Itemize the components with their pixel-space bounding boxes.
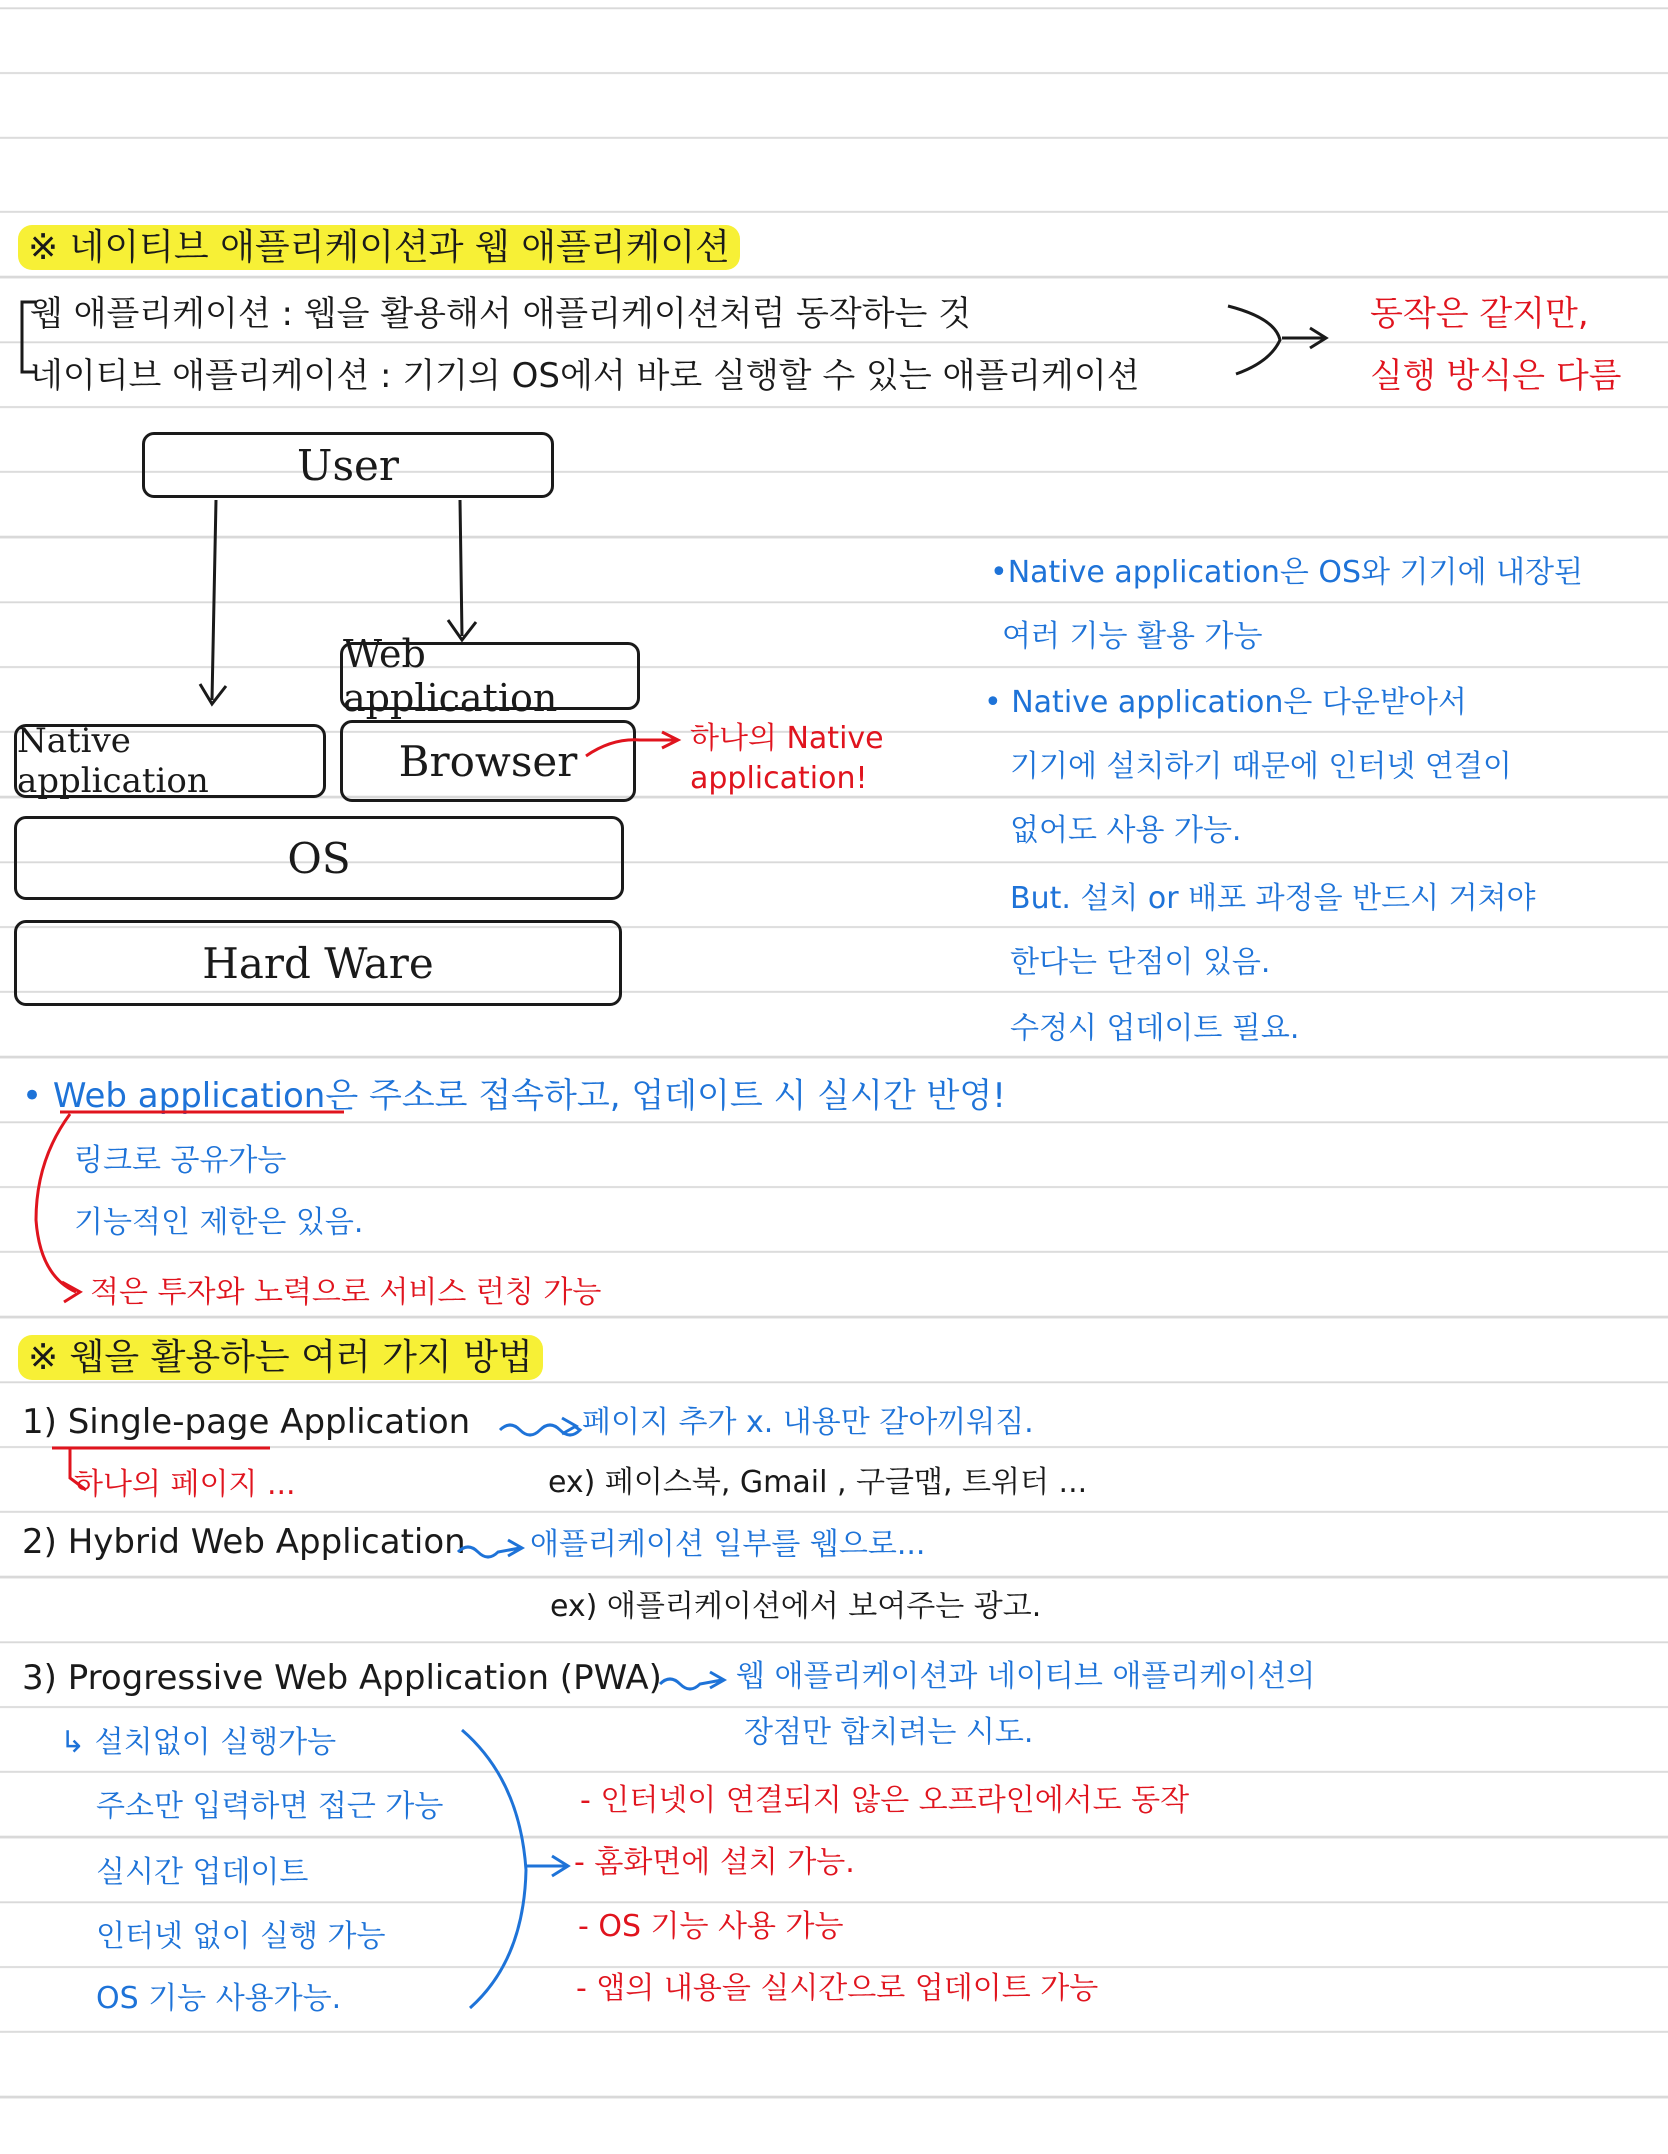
pwa-feature: 실시간 업데이트 [96, 1855, 309, 1890]
pwa-result: - 홈화면에 설치 가능. [574, 1845, 855, 1880]
pwa-description-line1: 웹 애플리케이션과 네이티브 애플리케이션의 [736, 1659, 1316, 1694]
definitions-bracket [22, 302, 36, 372]
spa-title: 1) Single-page Application [22, 1402, 471, 1442]
pwa-feature: ↳ 설치없이 실행가능 [60, 1725, 337, 1760]
arrow-spa-desc [500, 1418, 580, 1435]
spa-description: 페이지 추가 x. 내용만 갈아끼워짐. [582, 1405, 1034, 1440]
pwa-description-line2: 장점만 합치려는 시도. [744, 1715, 1034, 1750]
web-application-label: Web application [343, 632, 558, 720]
native-note-line: •Native application은 OS와 기기에 내장된 [990, 555, 1583, 590]
pwa-feature: 주소만 입력하면 접근 가능 [96, 1789, 444, 1824]
native-note-line: 수정시 업데이트 필요. [1010, 1011, 1300, 1046]
native-note-line: 기기에 설치하기 때문에 인터넷 연결이 [1010, 749, 1512, 784]
browser-note-line2: application! [690, 761, 868, 796]
hybrid-description: 애플리케이션 일부를 웹으로... [530, 1527, 926, 1562]
arrow-user-to-web [448, 500, 476, 640]
pwa-bracket [462, 1730, 526, 2008]
hybrid-example: ex) 애플리케이션에서 보여주는 광고. [550, 1589, 1042, 1624]
heading-highlight: ※ 네이티브 애플리케이션과 웹 애플리케이션 [18, 225, 740, 270]
arrow-pwa-desc [660, 1672, 724, 1689]
compare-arrow [1228, 306, 1326, 374]
web-note-benefit: 적은 투자와 노력으로 서비스 런칭 가능 [90, 1275, 602, 1310]
native-note-line: 없어도 사용 가능. [1010, 813, 1242, 848]
web-note-line1: 링크로 공유가능 [74, 1143, 287, 1178]
arrow-hybrid-desc [458, 1540, 522, 1557]
compare-note-line1: 동작은 같지만, [1370, 294, 1589, 334]
arrow-user-to-native [200, 500, 226, 704]
heading-highlight: ※ 웹을 활용하는 여러 가지 방법 [18, 1335, 543, 1380]
web-note-line2: 기능적인 제한은 있음. [74, 1205, 364, 1240]
arrow-browser-note [586, 732, 678, 756]
pwa-title: 3) Progressive Web Application (PWA) [22, 1658, 662, 1698]
def-web-app: 웹 애플리케이션 : 웹을 활용해서 애플리케이션처럼 동작하는 것 [30, 294, 972, 334]
hardware-label: Hard Ware [202, 938, 434, 988]
os-label: OS [287, 833, 351, 883]
native-note-line: • Native application은 다운받아서 [984, 685, 1467, 720]
native-note-line: 여러 기능 활용 가능 [1002, 619, 1263, 654]
arrow-web-benefit [36, 1114, 80, 1302]
def-native-app: 네이티브 애플리케이션 : 기기의 OS에서 바로 실행할 수 있는 애플리케이션 [30, 356, 1140, 396]
arrow-pwa-results [526, 1856, 568, 1876]
compare-note-line2: 실행 방식은 다름 [1370, 356, 1622, 396]
native-note-line: 한다는 단점이 있음. [1010, 945, 1271, 980]
browser-note-line1: 하나의 Native [690, 721, 884, 756]
pwa-feature: OS 기능 사용가능. [96, 1981, 342, 2016]
user-label: User [297, 440, 399, 490]
pwa-result: - 인터넷이 연결되지 않은 오프라인에서도 동작 [580, 1783, 1190, 1818]
pwa-result: - 앱의 내용을 실시간으로 업데이트 가능 [576, 1971, 1099, 2006]
spa-example: ex) 페이스북, Gmail , 구글맵, 트위터 ... [548, 1465, 1088, 1500]
spa-note: 하나의 페이지 ... [74, 1467, 296, 1502]
web-note-main: • Web application은 주소로 접속하고, 업데이트 시 실시간 반영! [22, 1076, 1006, 1116]
pwa-feature: 인터넷 없이 실행 가능 [96, 1919, 386, 1954]
native-application-label: Native application [17, 721, 209, 801]
browser-label: Browser [398, 736, 578, 786]
hybrid-title: 2) Hybrid Web Application [22, 1522, 466, 1562]
arrow-spa-note [70, 1448, 86, 1490]
native-note-line: But. 설치 or 배포 과정을 반드시 거쳐야 [1010, 881, 1536, 916]
pwa-result: - OS 기능 사용 가능 [578, 1909, 844, 1944]
